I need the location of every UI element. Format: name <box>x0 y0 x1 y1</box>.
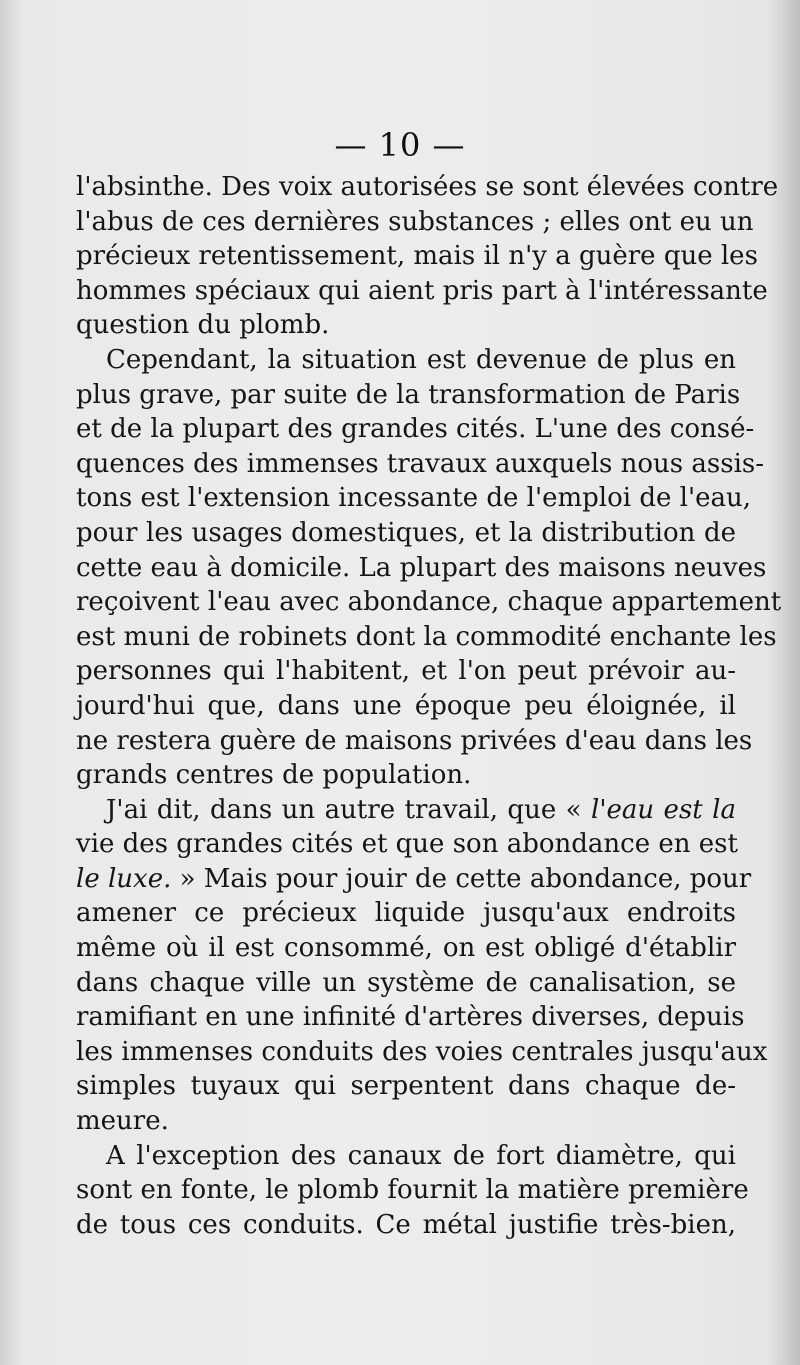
text-line: cette eau à domicile. La plupart des maisons neuves <box>76 552 767 583</box>
text-line: sont en fonte, le plomb fournit la matière première <box>76 1175 749 1206</box>
text-line: simples tuyaux qui serpentent dans chaque de- <box>76 1071 736 1102</box>
text-line: jourd'hui que, dans une époque peu éloignée, il <box>76 690 736 721</box>
text-segment: J'ai dit, dans un autre travail, que « <box>106 794 592 825</box>
text-line: ramifiant en une infinité d'artères diverses, depuis <box>76 1002 745 1033</box>
text-line <box>76 793 736 828</box>
text-line: les immenses conduits des voies centrales jusqu'aux <box>76 1036 768 1067</box>
text-line: précieux retentissement, mais il n'y a guère que les <box>76 241 758 272</box>
italic-segment: le luxe. <box>76 863 172 894</box>
text-line: grands centres de population. <box>76 760 472 791</box>
text-line: de tous ces conduits. Ce métal justifie très-bien, <box>76 1209 736 1240</box>
text-segment: » Mais pour jouir de cette abondance, pour <box>171 863 752 894</box>
text-line: dans chaque ville un système de canalisation, se <box>76 967 736 998</box>
text-line: question du plomb. <box>76 310 330 341</box>
text-line: et de la plupart des grandes cités. L'une des consé- <box>76 414 755 445</box>
text-line: ne restera guère de maisons privées d'eau dans les <box>76 725 753 756</box>
text-line: hommes spéciaux qui aient pris part à l'intéressante <box>76 275 768 306</box>
text-line: quences des immenses travaux auxquels nous assis- <box>76 448 765 479</box>
body-text <box>76 170 782 1242</box>
italic-segment: l'eau est la <box>591 794 736 825</box>
text-line: reçoivent l'eau avec abondance, chaque appartement <box>76 587 782 618</box>
text-line: même où il est consommé, on est obligé d'établir <box>76 933 736 964</box>
text-line: plus grave, par suite de la transformation de Paris <box>76 379 741 410</box>
text-line: vie des grandes cités et que son abondance en est <box>76 829 738 860</box>
text-line: amener ce précieux liquide jusqu'aux endroits <box>76 898 736 929</box>
text-line: A l'exception des canaux de fort diamètre, qui <box>106 1140 736 1171</box>
text-line: est muni de robinets dont la commodité enchante les <box>76 621 777 652</box>
text-line: pour les usages domestiques, et la distribution de <box>76 517 736 548</box>
text-line: l'absinthe. Des voix autorisées se sont élevées contre <box>76 172 779 202</box>
text-line: tons est l'extension incessante de l'emploi de l'eau, <box>76 483 751 514</box>
text-line: l'abus de ces dernières substances ; elles ont eu un <box>76 206 754 237</box>
page-number: — 10 — <box>334 126 466 164</box>
text-line: personnes qui l'habitent, et l'on peut prévoir au- <box>76 656 736 687</box>
text-line: Cependant, la situation est devenue de plus en <box>106 344 736 375</box>
text-line: meure. <box>76 1106 169 1137</box>
text-line <box>76 862 752 897</box>
